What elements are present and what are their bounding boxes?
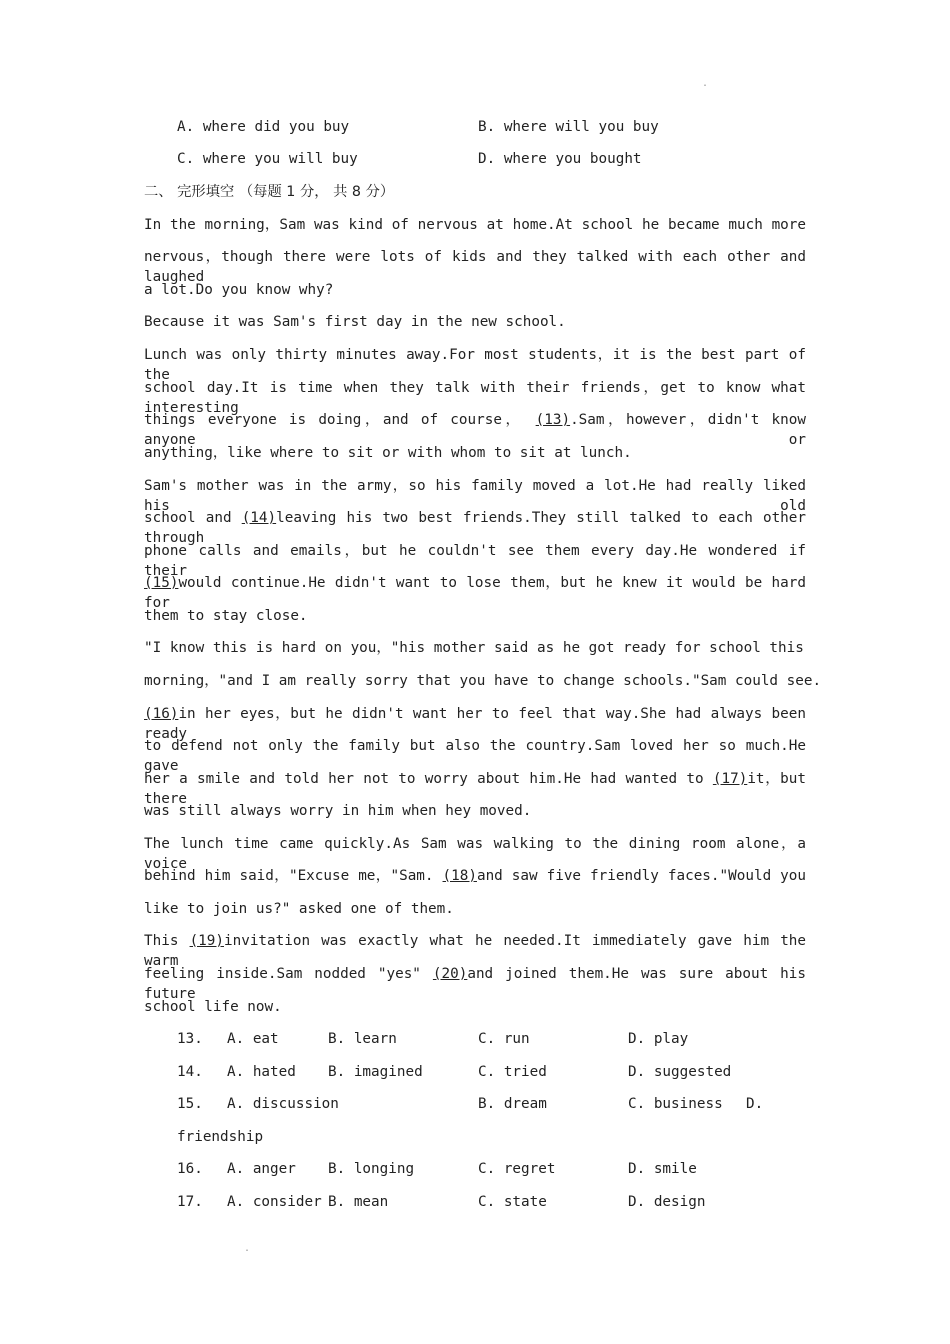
passage-line: phone calls and emails，but he couldn't see them every day.He wondered if their: [144, 543, 806, 579]
option-d-continued: friendship: [177, 1129, 264, 1145]
passage-line: Lunch was only thirty minutes away.For most students，it is the best part of the: [144, 347, 806, 383]
question-number: 17.: [177, 1194, 203, 1210]
passage-text: This: [144, 933, 179, 949]
passage-text: in her eyes，but he didn't want her to feel that way.She had always been ready: [144, 706, 806, 742]
passage-text: behind him said，"Excuse me，"Sam.: [144, 868, 434, 884]
blank-14: (14): [241, 510, 277, 526]
option-a: A. hated: [227, 1064, 296, 1080]
passage-line: anything，like where to sit or with whom to sit at lunch.: [144, 445, 632, 461]
q12-option-d: D. where you bought: [478, 151, 642, 167]
q12-option-a: A. where did you buy: [177, 119, 350, 135]
passage-line: Sam's mother was in the army，so his family moved a lot.He had really liked his old: [144, 478, 806, 514]
option-d: D.: [746, 1096, 764, 1112]
option-d: D. suggested: [628, 1064, 732, 1080]
passage-line: school day.It is time when they talk with their friends，get to know what interesting: [144, 380, 806, 416]
blank-17: (17): [712, 771, 748, 787]
blank-19: (19): [189, 933, 224, 949]
passage-text: school and: [144, 510, 232, 526]
blank-20: (20): [432, 966, 468, 982]
passage-text: invitation was exactly what he needed.It immediately gave him the warm: [144, 933, 807, 969]
passage-line: nervous，though there were lots of kids and they talked with each other and laughed: [144, 249, 806, 285]
q12-option-c: C. where you will buy: [177, 151, 358, 167]
passage-line: The lunch time came quickly.As Sam was walking to the dining room alone，a voice: [144, 836, 806, 872]
passage-line: was still always worry in him when hey moved.: [144, 803, 532, 819]
blank-18: (18): [442, 868, 477, 884]
top-dot: .: [702, 78, 709, 89]
passage-line: to defend not only the family but also the country.Sam loved her so much.He gave: [144, 738, 806, 774]
option-a: A. eat: [227, 1031, 279, 1047]
passage-line: them to stay close.: [144, 608, 308, 624]
option-c: C. state: [478, 1194, 547, 1210]
passage-line: like to join us?" asked one of them.: [144, 901, 454, 917]
passage-text: it，but there: [144, 771, 806, 807]
section-heading: 二、 完形填空 （每题 1 分， 共 8 分）: [144, 184, 395, 200]
option-c: C. business: [628, 1096, 723, 1112]
option-c: C. tried: [478, 1064, 547, 1080]
option-c: C. regret: [478, 1161, 556, 1177]
passage-text: feeling inside.Sam nodded "yes": [144, 966, 421, 982]
passage-text: her a smile and told her not to worry about him.He had wanted to: [144, 771, 704, 787]
option-a: A. discussion: [227, 1096, 339, 1112]
option-b: B. mean: [328, 1194, 389, 1210]
passage-text: would continue.He didn't want to lose them，but he knew it would be hard for: [144, 575, 806, 611]
option-d: D. smile: [628, 1161, 697, 1177]
blank-16: (16): [144, 706, 179, 722]
option-c: C. run: [478, 1031, 530, 1047]
passage-line: school life now.: [144, 999, 282, 1015]
question-number: 14.: [177, 1064, 203, 1080]
passage-text: and saw five friendly faces."Would you: [476, 868, 806, 884]
option-b: B. longing: [328, 1161, 415, 1177]
passage-text: .Sam，however，didn't know anyone or: [144, 412, 806, 448]
question-number: 16.: [177, 1161, 203, 1177]
option-d: D. play: [628, 1031, 689, 1047]
option-b: B. dream: [478, 1096, 547, 1112]
passage-line: a lot.Do you know why?: [144, 282, 334, 298]
passage-line: "I know this is hard on you，"his mother said as he got ready for school this: [144, 640, 804, 656]
blank-15: (15): [144, 575, 179, 591]
bottom-dot: .: [244, 1243, 251, 1254]
question-number: 13.: [177, 1031, 203, 1047]
option-a: A. anger: [227, 1161, 296, 1177]
q12-option-b: B. where will you buy: [478, 119, 659, 135]
passage-text: things everyone is doing，and of course，: [144, 412, 524, 428]
passage-line: morning，"and I am really sorry that you have to change schools."Sam could see.: [144, 673, 822, 689]
passage-line: Because it was Sam's first day in the new school.: [144, 314, 566, 330]
passage-line: [144, 866, 806, 886]
option-b: B. imagined: [328, 1064, 423, 1080]
blank-13: (13): [535, 412, 571, 428]
question-number: 15.: [177, 1096, 203, 1112]
option-d: D. design: [628, 1194, 706, 1210]
passage-line: In the morning，Sam was kind of nervous at home.At school he became much more: [144, 217, 806, 233]
option-b: B. learn: [328, 1031, 397, 1047]
option-a: A. consider: [227, 1194, 322, 1210]
passage-text: leaving his two best friends.They still talked to each other through: [144, 510, 807, 546]
passage-text: and joined them.He was sure about his future: [144, 966, 806, 1002]
